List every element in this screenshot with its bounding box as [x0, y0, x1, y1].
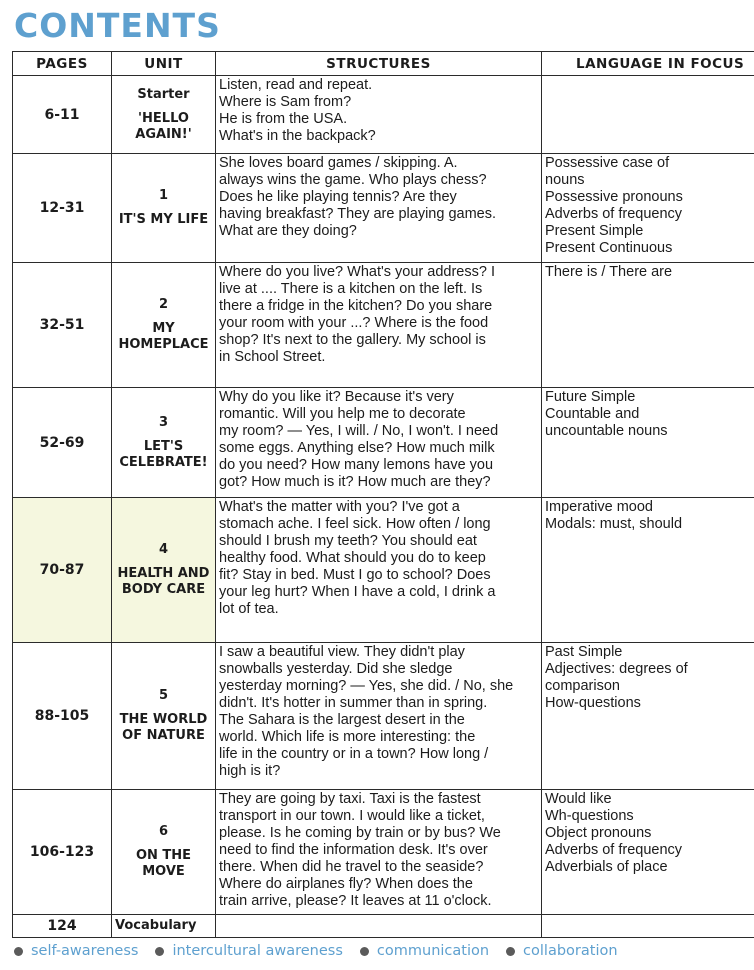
language-cell [542, 263, 754, 388]
structures-cell [216, 643, 542, 790]
unit-name: LET'S CELEBRATE! [119, 438, 208, 470]
unit-number: 3 [158, 414, 169, 430]
structure-line: fit? Stay in bed. Must I go to school? Does [219, 567, 491, 583]
structure-line: He is from the USA. [219, 111, 348, 127]
structure-line: snowballs yesterday. Did she sledge [219, 661, 453, 677]
unit-cell [112, 154, 216, 263]
vocabulary-row [13, 915, 754, 938]
language-line: Present Simple [545, 223, 644, 239]
language-cell [542, 76, 754, 154]
language-line: comparison [545, 678, 620, 694]
unit-number: Starter [137, 86, 190, 102]
language-line: Adverbials of place [545, 859, 668, 875]
structures-cell [216, 263, 542, 388]
unit-row [13, 388, 754, 498]
pages-cell: 52-69 [13, 388, 112, 498]
language-line: Adverbs of frequency [545, 842, 683, 858]
structures-cell [216, 790, 542, 915]
unit-row [13, 643, 754, 790]
unit-cell [112, 790, 216, 915]
language-line: nouns [545, 172, 585, 188]
structure-line: She loves board games / skipping. A. [219, 155, 458, 171]
pages-cell: 88-105 [13, 643, 112, 790]
structure-line: there. When did he travel to the seaside? [219, 859, 484, 875]
bullet-icon [360, 947, 369, 956]
legend-label: self-awareness [31, 943, 139, 959]
structures-cell [216, 498, 542, 643]
structure-line: Where is Sam from? [219, 94, 352, 110]
unit-number: 2 [158, 297, 169, 312]
language-line: Wh-questions [545, 808, 634, 824]
structure-line: life in the country or in a town? How long / [219, 746, 489, 762]
language-line: Possessive case of [545, 155, 670, 171]
structure-line: What's the matter with you? I've got a [219, 499, 460, 515]
header-language: LANGUAGE IN FOCUS [542, 52, 754, 76]
structure-line: your room with your ...? Where is the food [219, 315, 489, 331]
legend-item [14, 943, 138, 959]
structure-line: got? How much is it? How much are they? [219, 474, 491, 490]
unit-row [13, 154, 754, 263]
structures-cell [216, 76, 542, 154]
competency-legend [14, 943, 635, 959]
unit-name: 'HELLO AGAIN!' [135, 110, 192, 142]
unit-cell [112, 263, 216, 388]
language-cell [542, 790, 754, 915]
structure-line: The Sahara is the largest desert in the [219, 712, 465, 728]
structure-line: should I brush my teeth? You should eat [219, 533, 477, 549]
structure-line: always wins the game. Who plays chess? [219, 172, 487, 188]
structure-line: world. Which life is more interesting: the [219, 729, 476, 745]
structure-line: Where do you live? What's your address? I [219, 264, 495, 280]
structure-line: What's in the backpack? [219, 128, 376, 144]
structure-line: Does he like playing tennis? Are they [219, 189, 457, 205]
structure-line: in School Street. [219, 349, 326, 365]
language-line: Adverbs of frequency [545, 206, 683, 222]
legend-item [506, 943, 617, 959]
language-line: Possessive pronouns [545, 189, 683, 205]
structure-line: healthy food. What should you do to keep [219, 550, 486, 566]
vocabulary-empty-cell [542, 915, 754, 938]
structure-line: transport in our town. I would like a ticket, [219, 808, 485, 824]
language-line: Imperative mood [545, 499, 653, 515]
structure-line: there a fridge in the kitchen? Do you share [219, 298, 493, 314]
structure-line: train arrive, please? It leaves at 11 o'clock. [219, 893, 492, 909]
header-structures: STRUCTURES [216, 52, 542, 76]
legend-item [360, 943, 489, 959]
page-title: CONTENTS [14, 6, 221, 45]
structure-line: live at .... There is a kitchen on the left. Is [219, 281, 483, 297]
unit-row [13, 76, 754, 154]
unit-row [13, 790, 754, 915]
unit-number: 4 [158, 542, 169, 557]
language-cell [542, 498, 754, 643]
pages-cell: 12-31 [13, 154, 112, 263]
unit-row [13, 498, 754, 643]
language-line: Object pronouns [545, 825, 652, 841]
structures-cell [216, 388, 542, 498]
language-line: Present Continuous [545, 240, 673, 256]
unit-name: IT'S MY LIFE [118, 212, 209, 227]
structure-line: I saw a beautiful view. They didn't play [219, 644, 465, 660]
unit-name: HEALTH AND BODY CARE [117, 566, 210, 597]
unit-number: 6 [158, 824, 169, 839]
legend-label: communication [376, 943, 490, 959]
unit-cell [112, 498, 216, 643]
language-line: Adjectives: degrees of [545, 661, 688, 677]
table-body [13, 76, 754, 938]
structure-line: Why do you like it? Because it's very [219, 389, 454, 405]
pages-cell: 6-11 [13, 76, 112, 154]
unit-number: 1 [158, 188, 169, 203]
header-pages: PAGES [13, 52, 112, 76]
structure-line: high is it? [219, 763, 281, 779]
pages-cell: 32-51 [13, 263, 112, 388]
structure-line: What are they doing? [219, 223, 357, 239]
language-cell [542, 388, 754, 498]
structure-line: having breakfast? They are playing games. [219, 206, 497, 222]
unit-number: 5 [158, 688, 169, 703]
unit-row [13, 263, 754, 388]
language-cell [542, 154, 754, 263]
vocabulary-label: Vocabulary [112, 915, 216, 938]
language-line: Countable and [545, 406, 640, 422]
language-line: Would like [545, 791, 612, 807]
language-line: Past Simple [545, 644, 623, 660]
structure-line: do you need? How many lemons have you [219, 457, 494, 473]
unit-cell [112, 643, 216, 790]
unit-name: THE WORLD OF NATURE [119, 712, 208, 743]
legend-label: collaboration [523, 943, 618, 959]
vocabulary-pages: 124 [13, 915, 112, 938]
language-line: Modals: must, should [545, 516, 683, 532]
structure-line: please. Is he coming by train or by bus? We [219, 825, 501, 841]
language-line: How-questions [545, 695, 641, 711]
structure-line: lot of tea. [219, 601, 279, 617]
unit-name: MY HOMEPLACE [118, 321, 209, 352]
structure-line: stomach ache. I feel sick. How often / long [219, 516, 491, 532]
language-line: uncountable nouns [545, 423, 668, 439]
structure-line: didn't. It's hotter in summer than in spring. [219, 695, 488, 711]
contents-table [12, 51, 754, 938]
header-unit: UNIT [112, 52, 216, 76]
language-line: Future Simple [545, 389, 636, 405]
unit-cell [112, 76, 216, 154]
structure-line: some eggs. Anything else? How much milk [219, 440, 495, 456]
structure-line: your leg hurt? When I have a cold, I drink a [219, 584, 496, 600]
unit-name: ON THE MOVE [135, 848, 192, 879]
language-line: There is / There are [545, 264, 673, 280]
structure-line: yesterday morning? — Yes, she did. / No, she [219, 678, 514, 694]
structures-cell [216, 154, 542, 263]
unit-cell [112, 388, 216, 498]
structure-line: Where do airplanes fly? When does the [219, 876, 473, 892]
pages-cell: 106-123 [13, 790, 112, 915]
language-cell [542, 643, 754, 790]
legend-label: intercultural awareness [172, 943, 343, 959]
bullet-icon [14, 947, 23, 956]
legend-item [155, 943, 342, 959]
structure-line: my room? — Yes, I will. / No, I won't. I need [219, 423, 499, 439]
bullet-icon [506, 947, 515, 956]
structure-line: They are going by taxi. Taxi is the fastest [219, 791, 481, 807]
structure-line: romantic. Will you help me to decorate [219, 406, 466, 422]
structure-line: Listen, read and repeat. [219, 77, 373, 93]
pages-cell: 70-87 [13, 498, 112, 643]
structure-line: shop? It's next to the gallery. My school is [219, 332, 486, 348]
bullet-icon [155, 947, 164, 956]
header-row [13, 52, 754, 76]
structure-line: need to find the information desk. It's over [219, 842, 488, 858]
vocabulary-empty-cell [216, 915, 542, 938]
